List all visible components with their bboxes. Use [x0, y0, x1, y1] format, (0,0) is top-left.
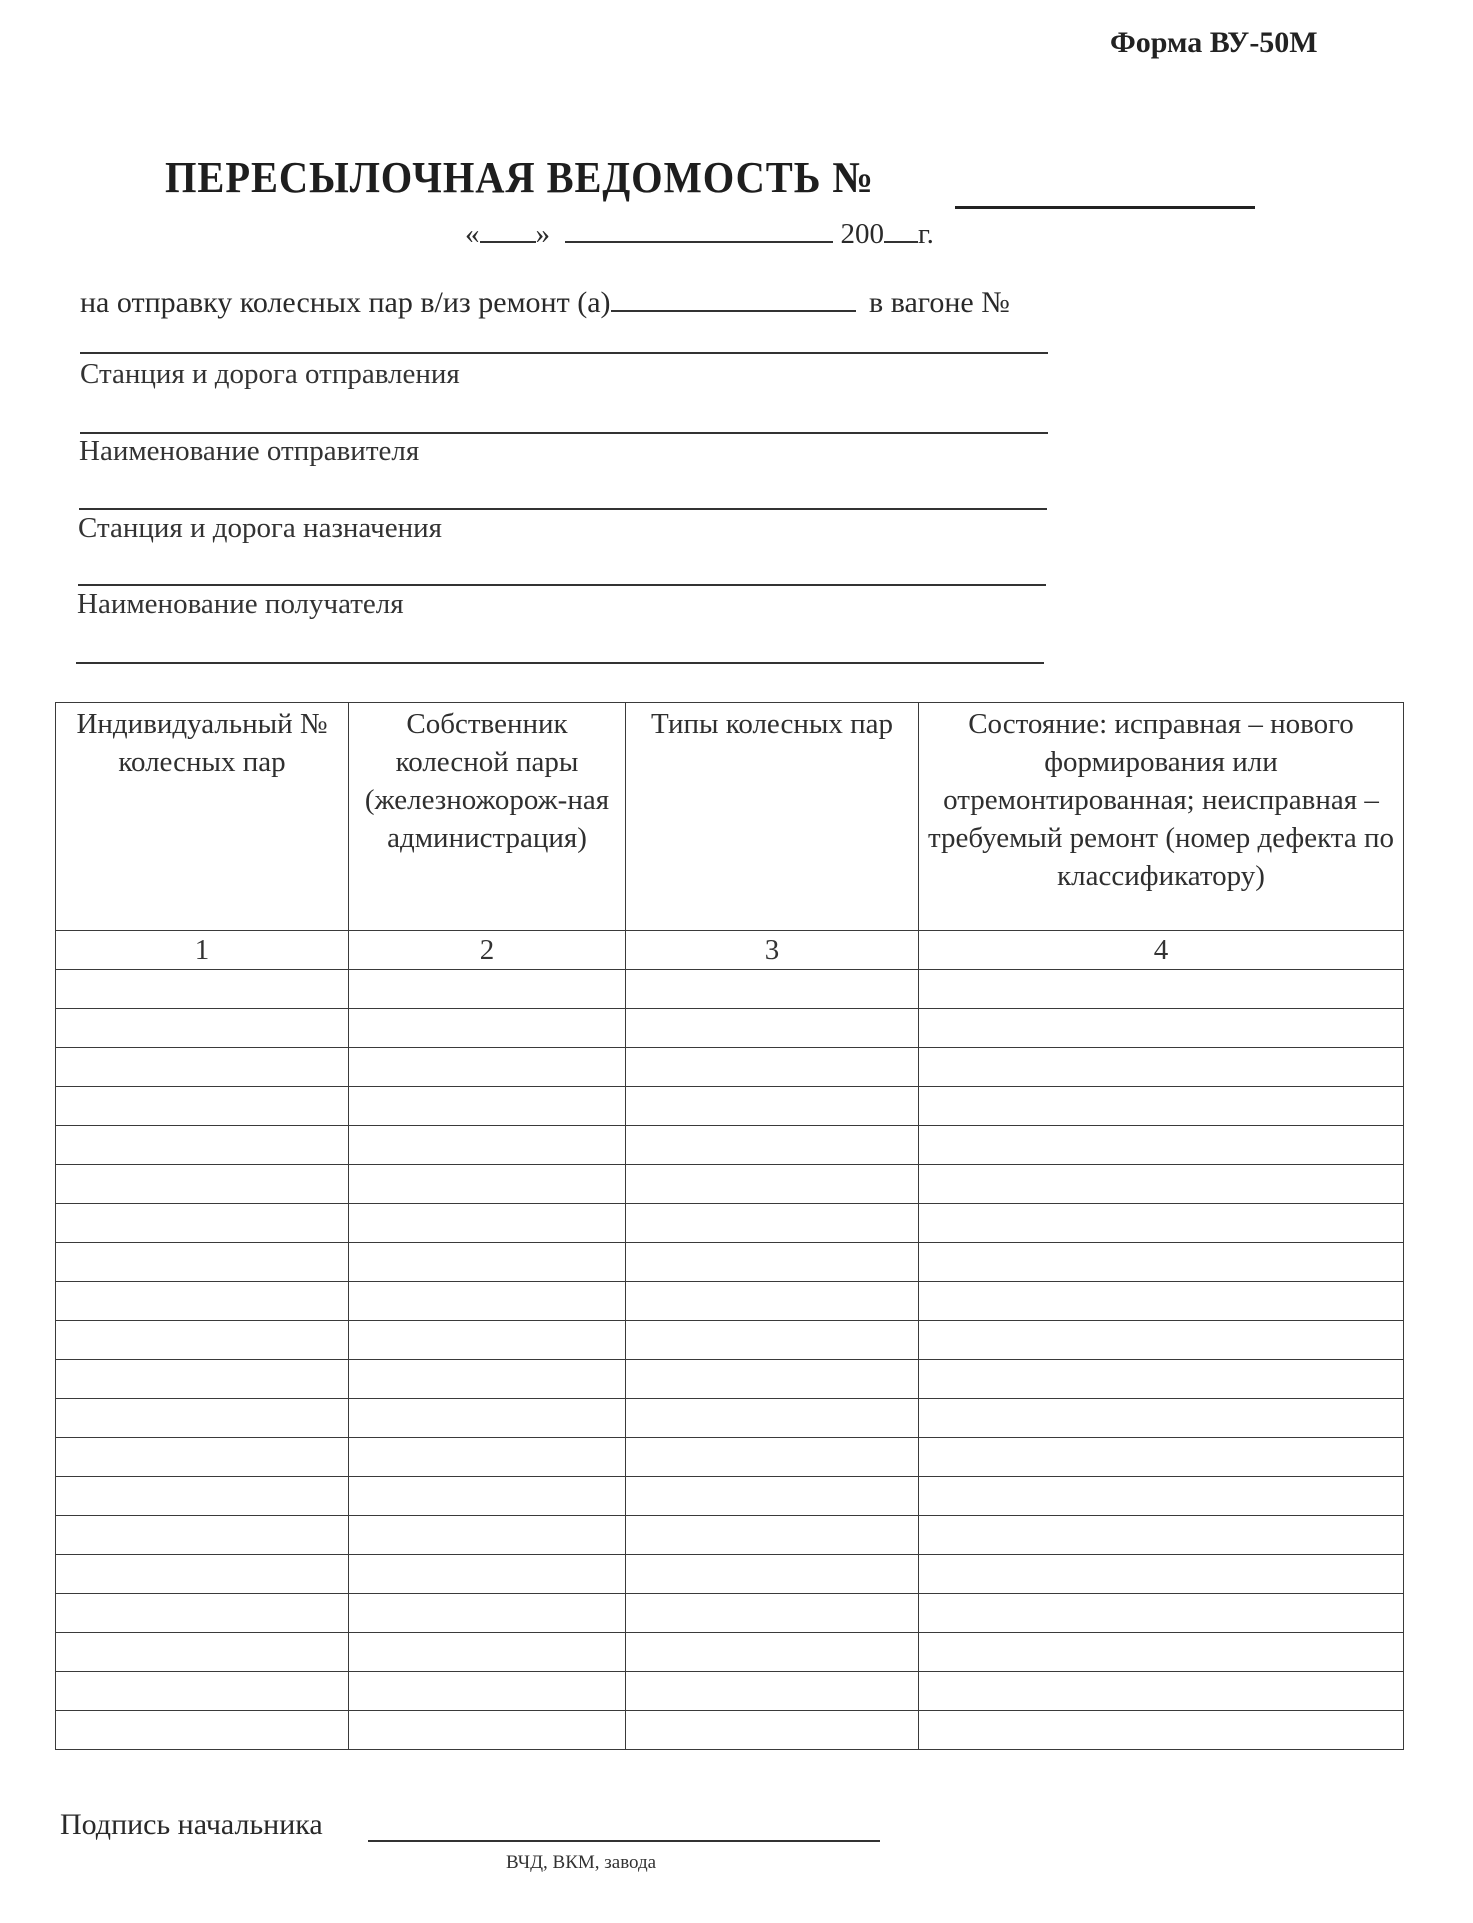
owner-cell[interactable]: [349, 1399, 626, 1438]
wheelset-type-cell[interactable]: [626, 1282, 919, 1321]
year-field[interactable]: [884, 212, 918, 243]
wheelset-type-cell[interactable]: [626, 1048, 919, 1087]
destination-station-field[interactable]: [79, 508, 1047, 510]
wheelset-number-cell[interactable]: [56, 1555, 349, 1594]
column-number-row: [56, 931, 1404, 970]
owner-cell[interactable]: [349, 1711, 626, 1750]
owner-cell[interactable]: [349, 1243, 626, 1282]
wheelset-number-cell[interactable]: [56, 1477, 349, 1516]
condition-cell[interactable]: [919, 1165, 1404, 1204]
table-row: [56, 1555, 1404, 1594]
condition-cell[interactable]: [919, 1555, 1404, 1594]
date-open-quote: «: [465, 218, 480, 250]
owner-cell[interactable]: [349, 1282, 626, 1321]
wheelset-type-cell[interactable]: [626, 1594, 919, 1633]
wheelset-type-cell[interactable]: [626, 1321, 919, 1360]
wheelset-table: [55, 702, 1404, 1750]
wheelset-type-cell[interactable]: [626, 970, 919, 1009]
wheelset-number-cell[interactable]: [56, 1165, 349, 1204]
condition-cell[interactable]: [919, 1594, 1404, 1633]
condition-cell[interactable]: [919, 1048, 1404, 1087]
recipient-field[interactable]: [78, 584, 1046, 586]
recipient-label: Наименование получателя: [77, 588, 404, 620]
condition-cell[interactable]: [919, 1516, 1404, 1555]
condition-cell[interactable]: [919, 1438, 1404, 1477]
wheelset-number-cell[interactable]: [56, 970, 349, 1009]
header-owner: Собственник колесной пары (железножорож-ная администрация): [349, 703, 626, 931]
wheelset-number-cell[interactable]: [56, 1516, 349, 1555]
wagon-label: в вагоне №: [869, 286, 1010, 319]
recipient-name-field[interactable]: [76, 662, 1044, 664]
table-row: [56, 1516, 1404, 1555]
condition-cell[interactable]: [919, 1321, 1404, 1360]
table-row: [56, 1399, 1404, 1438]
document-title: ПЕРЕСЫЛОЧНАЯ ВЕДОМОСТЬ №: [165, 153, 875, 202]
owner-cell[interactable]: [349, 1672, 626, 1711]
owner-cell[interactable]: [349, 1360, 626, 1399]
table-row: [56, 1204, 1404, 1243]
signature-field[interactable]: [368, 1840, 880, 1842]
wheelset-type-cell[interactable]: [626, 1672, 919, 1711]
table-row: [56, 1126, 1404, 1165]
table-row: [56, 1360, 1404, 1399]
table-row: [56, 1243, 1404, 1282]
condition-cell[interactable]: [919, 1204, 1404, 1243]
wheelset-type-cell[interactable]: [626, 1477, 919, 1516]
owner-cell[interactable]: [349, 1438, 626, 1477]
table-row: [56, 1087, 1404, 1126]
day-field[interactable]: [480, 212, 536, 243]
table-body: [56, 970, 1404, 1750]
year-prefix: 200: [840, 218, 884, 250]
wheelset-number-cell[interactable]: [56, 1711, 349, 1750]
wheelset-number-cell[interactable]: [56, 1438, 349, 1477]
wheelset-type-cell[interactable]: [626, 1633, 919, 1672]
wheelset-type-cell[interactable]: [626, 1399, 919, 1438]
table-row: [56, 1282, 1404, 1321]
sender-field[interactable]: [80, 432, 1048, 434]
signature-hint: ВЧД, ВКМ, завода: [506, 1852, 657, 1873]
owner-cell[interactable]: [349, 1165, 626, 1204]
departure-station-label: Станция и дорога отправления: [80, 358, 460, 390]
condition-cell[interactable]: [919, 1243, 1404, 1282]
wheelset-number-cell[interactable]: [56, 1048, 349, 1087]
wheelset-type-cell[interactable]: [626, 1243, 919, 1282]
table-row: [56, 1711, 1404, 1750]
wheelset-type-cell[interactable]: [626, 1360, 919, 1399]
form-code: Форма ВУ-50М: [1110, 26, 1318, 59]
table-row: [56, 970, 1404, 1009]
table-row: [56, 1672, 1404, 1711]
owner-cell[interactable]: [349, 1204, 626, 1243]
statement-number-field[interactable]: [955, 206, 1255, 209]
wheelset-number-cell[interactable]: [56, 1399, 349, 1438]
wheelset-number-cell[interactable]: [56, 1594, 349, 1633]
condition-cell[interactable]: [919, 1399, 1404, 1438]
table-row: [56, 1321, 1404, 1360]
table-row: [56, 1165, 1404, 1204]
owner-cell[interactable]: [349, 1477, 626, 1516]
wheelset-number-cell[interactable]: [56, 1633, 349, 1672]
sender-label: Наименование отправителя: [79, 435, 420, 467]
condition-cell[interactable]: [919, 1477, 1404, 1516]
wheelset-type-cell[interactable]: [626, 1126, 919, 1165]
wheelset-number-cell[interactable]: [56, 1243, 349, 1282]
condition-cell[interactable]: [919, 1087, 1404, 1126]
header-wheelset-type: Типы колесных пар: [626, 703, 919, 931]
destination-station-label: Станция и дорога назначения: [78, 512, 442, 544]
owner-cell[interactable]: [349, 1126, 626, 1165]
wheelset-number-cell[interactable]: [56, 1672, 349, 1711]
wheelset-number-cell[interactable]: [56, 1087, 349, 1126]
condition-cell[interactable]: [919, 1360, 1404, 1399]
wheelset-number-cell[interactable]: [56, 1360, 349, 1399]
column-number: 3: [626, 931, 919, 970]
header-condition: Состояние: исправная – нового формирования или отремонтированная; неисправная – требуемый ремонт (номер дефекта по классификатору): [919, 703, 1404, 931]
year-suffix: г.: [918, 218, 934, 250]
table-row: [56, 1594, 1404, 1633]
owner-cell[interactable]: [349, 970, 626, 1009]
repair-type-field[interactable]: [611, 280, 856, 312]
header-wheelset-number: Индивидуальный № колесных пар: [56, 703, 349, 931]
column-number: 1: [56, 931, 349, 970]
condition-cell[interactable]: [919, 1711, 1404, 1750]
wheelset-type-cell[interactable]: [626, 1204, 919, 1243]
column-number: 2: [349, 931, 626, 970]
table-row: [56, 1477, 1404, 1516]
condition-cell[interactable]: [919, 1126, 1404, 1165]
wheelset-number-cell[interactable]: [56, 1126, 349, 1165]
owner-cell[interactable]: [349, 1555, 626, 1594]
condition-cell[interactable]: [919, 970, 1404, 1009]
month-field[interactable]: [565, 212, 833, 243]
owner-cell[interactable]: [349, 1321, 626, 1360]
owner-cell[interactable]: [349, 1594, 626, 1633]
table-row: [56, 1438, 1404, 1477]
wheelset-type-cell[interactable]: [626, 1438, 919, 1477]
column-number: 4: [919, 931, 1404, 970]
wheelset-number-cell[interactable]: [56, 1204, 349, 1243]
table-header-row: [56, 703, 1404, 931]
wheelset-number-cell[interactable]: [56, 1009, 349, 1048]
table-row: [56, 1009, 1404, 1048]
condition-cell[interactable]: [919, 1009, 1404, 1048]
condition-cell[interactable]: [919, 1633, 1404, 1672]
date-close-quote: »: [535, 218, 550, 250]
owner-cell[interactable]: [349, 1633, 626, 1672]
purpose-label: на отправку колесных пар в/из ремонт (а): [80, 286, 611, 319]
wagon-number-field[interactable]: [80, 352, 1048, 354]
owner-cell[interactable]: [349, 1048, 626, 1087]
wheelset-number-cell[interactable]: [56, 1321, 349, 1360]
wheelset-type-cell[interactable]: [626, 1009, 919, 1048]
owner-cell[interactable]: [349, 1009, 626, 1048]
table-row: [56, 1048, 1404, 1087]
purpose-row: [80, 280, 1010, 320]
condition-cell[interactable]: [919, 1672, 1404, 1711]
owner-cell[interactable]: [349, 1087, 626, 1126]
wheelset-type-cell[interactable]: [626, 1711, 919, 1750]
wheelset-type-cell[interactable]: [626, 1516, 919, 1555]
wheelset-type-cell[interactable]: [626, 1087, 919, 1126]
signature-label: Подпись начальника: [60, 1808, 323, 1841]
wheelset-type-cell[interactable]: [626, 1555, 919, 1594]
condition-cell[interactable]: [919, 1282, 1404, 1321]
wheelset-type-cell[interactable]: [626, 1165, 919, 1204]
wheelset-number-cell[interactable]: [56, 1282, 349, 1321]
date-line: [465, 212, 934, 251]
owner-cell[interactable]: [349, 1516, 626, 1555]
table-row: [56, 1633, 1404, 1672]
